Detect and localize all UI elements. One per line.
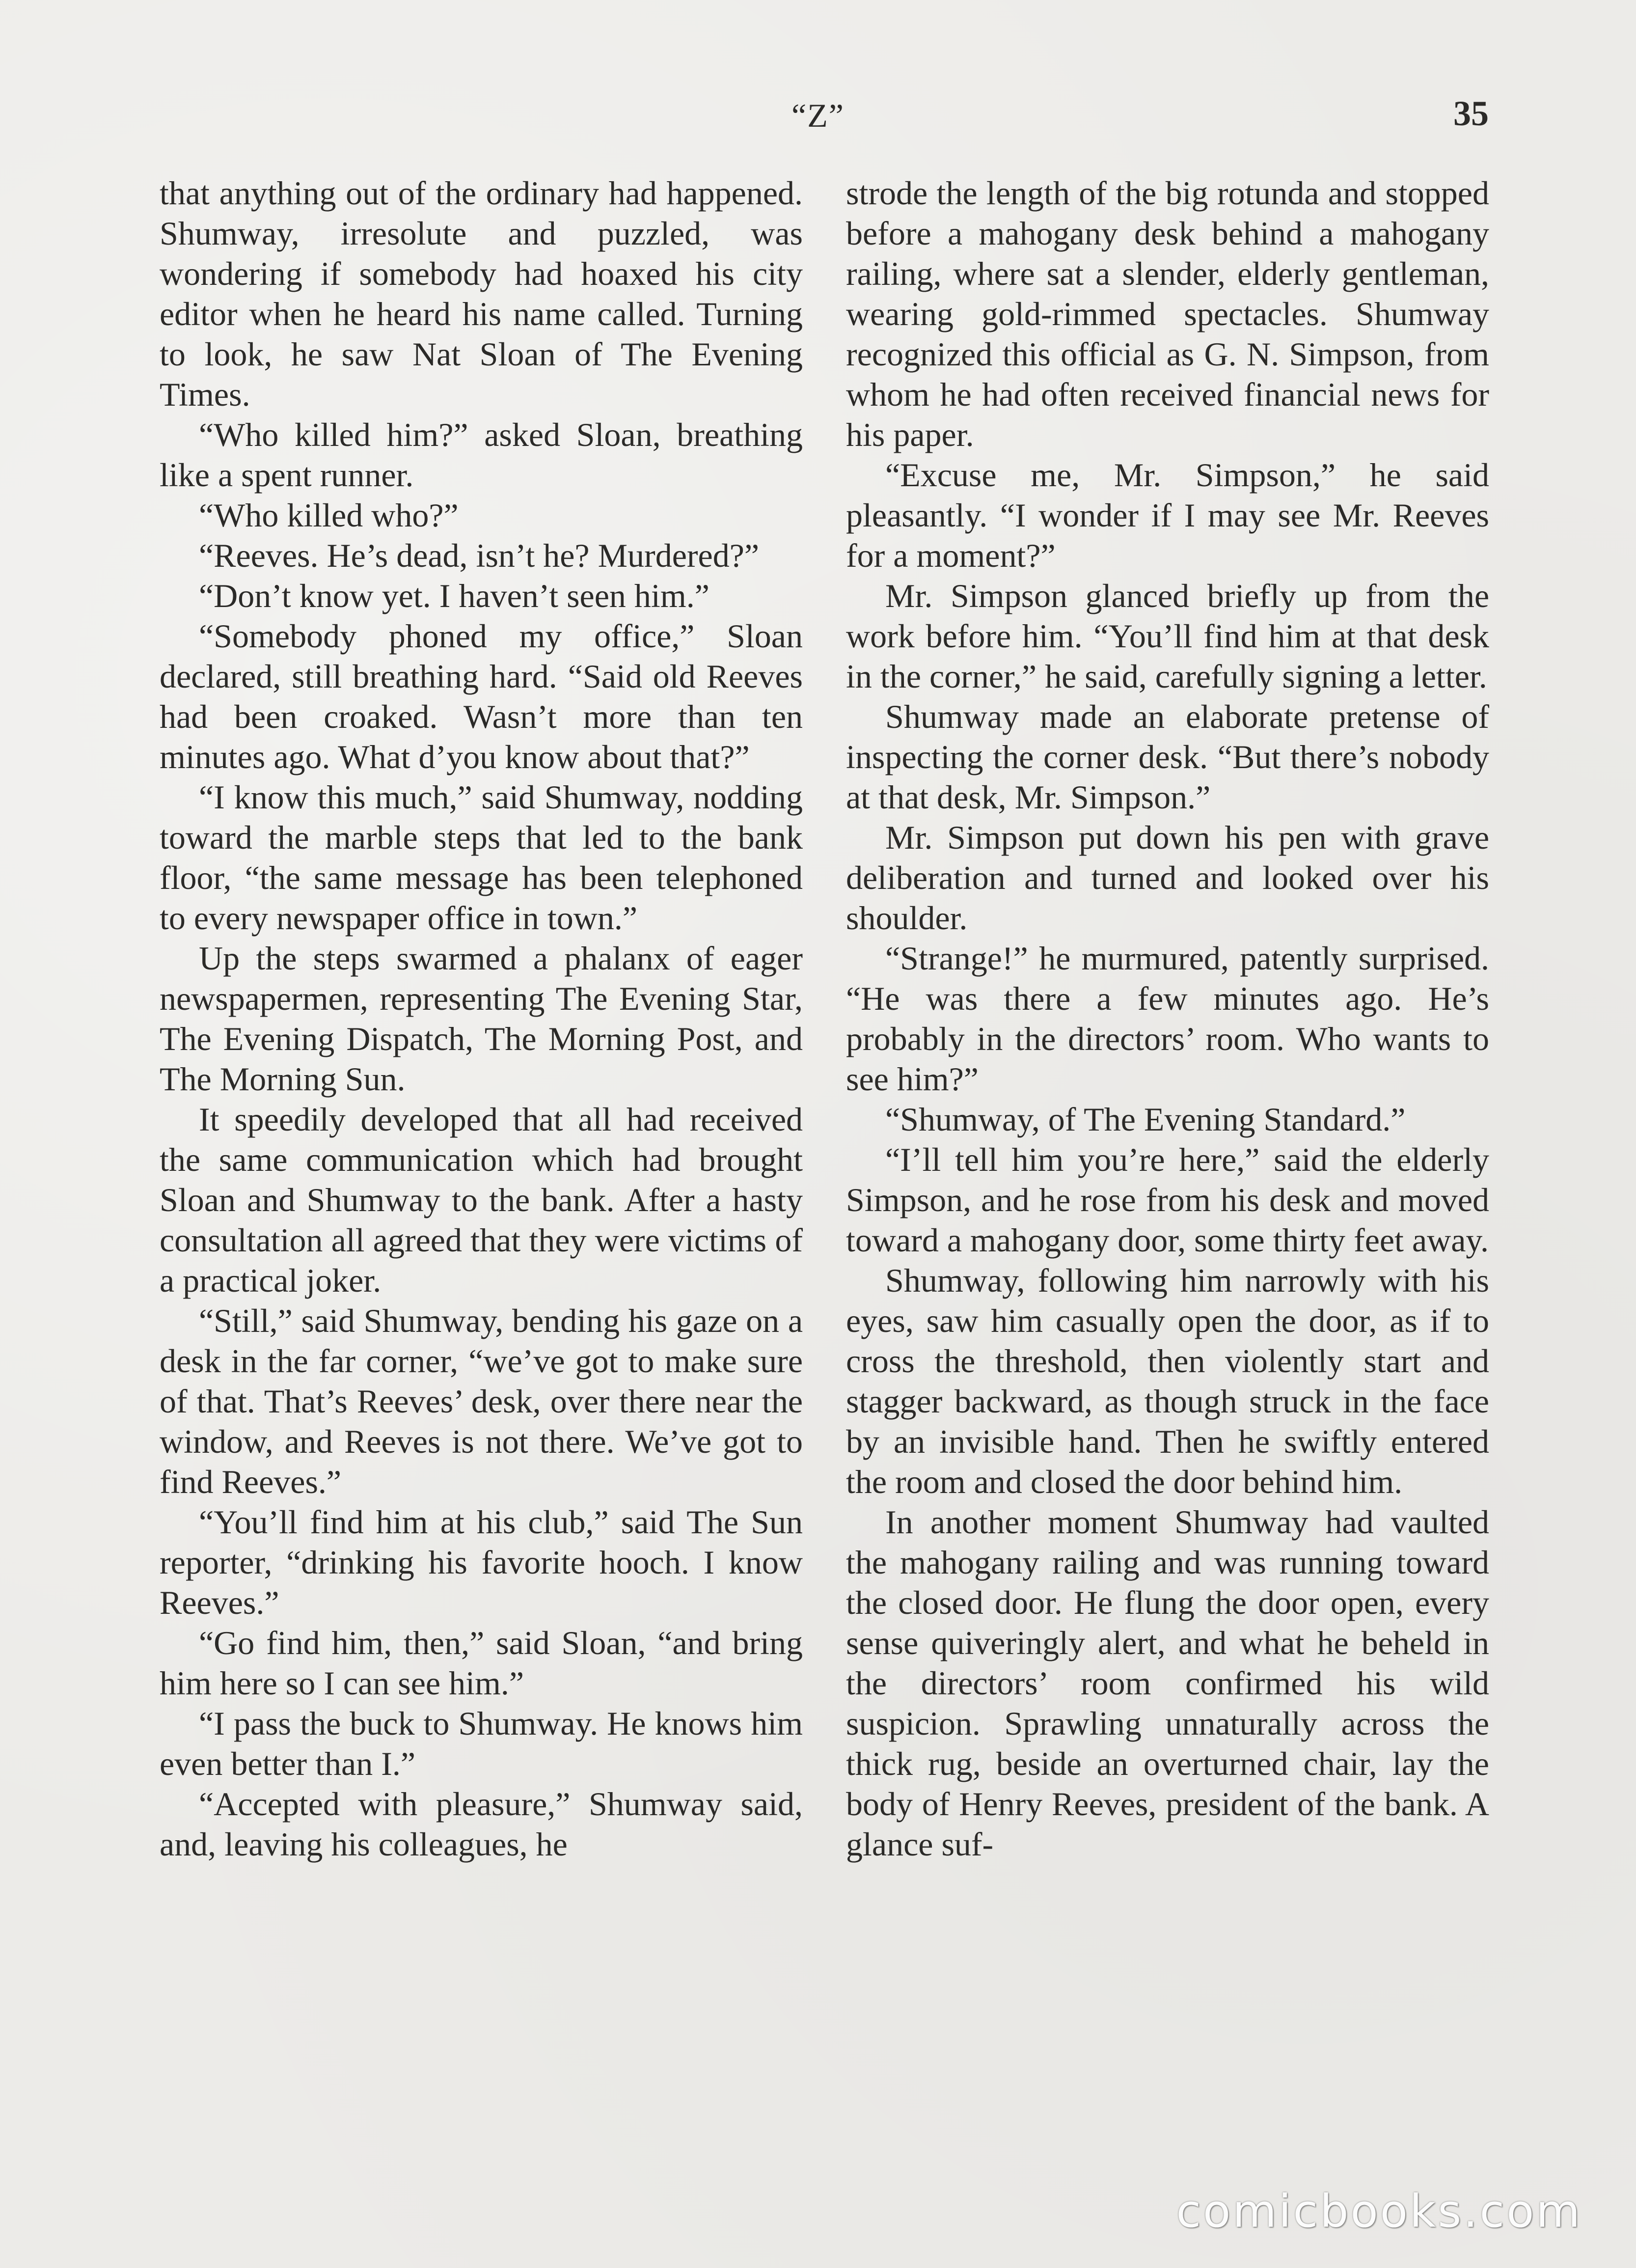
running-head: “Z”	[791, 97, 845, 134]
paragraph: “I pass the buck to Shumway. He knows him even better than I.”	[160, 1705, 803, 1782]
paragraph: Shumway, following him narrowly with his eyes, saw him casually open the door, as if to cross the threshold, then violently start and stagger backward, as though struck in the face by an invisible hand. Then he swiftly entered the room and closed the door behind him.	[846, 1262, 1489, 1500]
paragraph: “Go find him, then,” said Sloan, “and bring him here so I can see him.”	[160, 1624, 803, 1702]
paragraph: Mr. Simpson put down his pen with grave deliberation and turned and looked over his shoulder.	[846, 819, 1489, 937]
paragraph: Mr. Simpson glanced briefly up from the work before him. “You’ll find him at that desk in the corner,” he said, carefully signing a letter.	[846, 577, 1489, 695]
paragraph: Shumway made an elaborate pretense of inspecting the corner desk. “But there’s nobody at that desk, Mr. Simpson.”	[846, 698, 1489, 816]
right-column	[846, 173, 1489, 1864]
paragraph: “Shumway, of The Evening Standard.”	[885, 1101, 1406, 1138]
paragraph: It speedily developed that all had received the same communication which had brought Sloan and Shumway to the bank. After a hasty consultation all agreed that they were victims of a practical joker.	[160, 1101, 803, 1299]
paragraph: “Accepted with pleasure,” Shumway said, and, leaving his colleagues, he	[160, 1785, 803, 1863]
page-number: 35	[1453, 94, 1489, 133]
paragraph: “I’ll tell him you’re here,” said the elderly Simpson, and he rose from his desk and moved toward a mahogany door, some thirty feet away.	[846, 1141, 1489, 1259]
paragraph: that anything out of the ordinary had happened. Shumway, irresolute and puzzled, was wondering if somebody had hoaxed his city editor when he heard his name called. Turning to look, he saw Nat Sloan of The Evening Times.	[160, 174, 803, 413]
paragraph: In another moment Shumway had vaulted the mahogany railing and was running toward the closed door. He flung the door open, every sense quiveringly alert, and what he beheld in the directors’ room confirmed his wild suspicion. Sprawling unnaturally across the thick rug, beside an overturned chair, lay the body of Henry Reeves, president of the bank. A glance suf-	[846, 1503, 1489, 1863]
paragraph: “Who killed him?” asked Sloan, breathing like a spent runner.	[160, 416, 803, 494]
paragraph: “Reeves. He’s dead, isn’t he? Murdered?”	[199, 537, 760, 574]
watermark-text: comicbooks.com	[1176, 2185, 1582, 2238]
paragraph: “You’ll find him at his club,” said The Sun reporter, “drinking his favorite hooch. I know Reeves.”	[160, 1503, 803, 1621]
paragraph: Up the steps swarmed a phalanx of eager newspapermen, representing The Evening Star, The Evening Dispatch, The Morning Post, and The Morning Sun.	[160, 940, 803, 1098]
left-column	[160, 173, 803, 1864]
paragraph: “Somebody phoned my office,” Sloan declared, still breathing hard. “Said old Reeves had been croaked. Wasn’t more than ten minutes ago. What d’you know about that?”	[160, 617, 803, 775]
paragraph: “I know this much,” said Shumway, nodding toward the marble steps that led to the bank floor, “the same message has been telephoned to every newspaper office in town.”	[160, 778, 803, 937]
paragraph: “Who killed who?”	[199, 497, 459, 534]
paragraph: strode the length of the big rotunda and stopped before a mahogany desk behind a mahogany railing, where sat a slender, elderly gentleman, wearing gold-rimmed spectacles. Shumway recognized this official as G. N. Simpson, from whom he had often received financial news for his paper.	[846, 174, 1489, 453]
paragraph: “Don’t know yet. I haven’t seen him.”	[199, 577, 709, 614]
paragraph: “Excuse me, Mr. Simpson,” he said pleasantly. “I wonder if I may see Mr. Reeves for a moment?”	[846, 456, 1489, 574]
paragraph: “Strange!” he murmured, patently surprised. “He was there a few minutes ago. He’s probably in the directors’ room. Who wants to see him?”	[846, 940, 1489, 1098]
paragraph: “Still,” said Shumway, bending his gaze on a desk in the far corner, “we’ve got to make sure of that. That’s Reeves’ desk, over there near the window, and Reeves is not there. We’ve got to find Reeves.”	[160, 1302, 803, 1500]
